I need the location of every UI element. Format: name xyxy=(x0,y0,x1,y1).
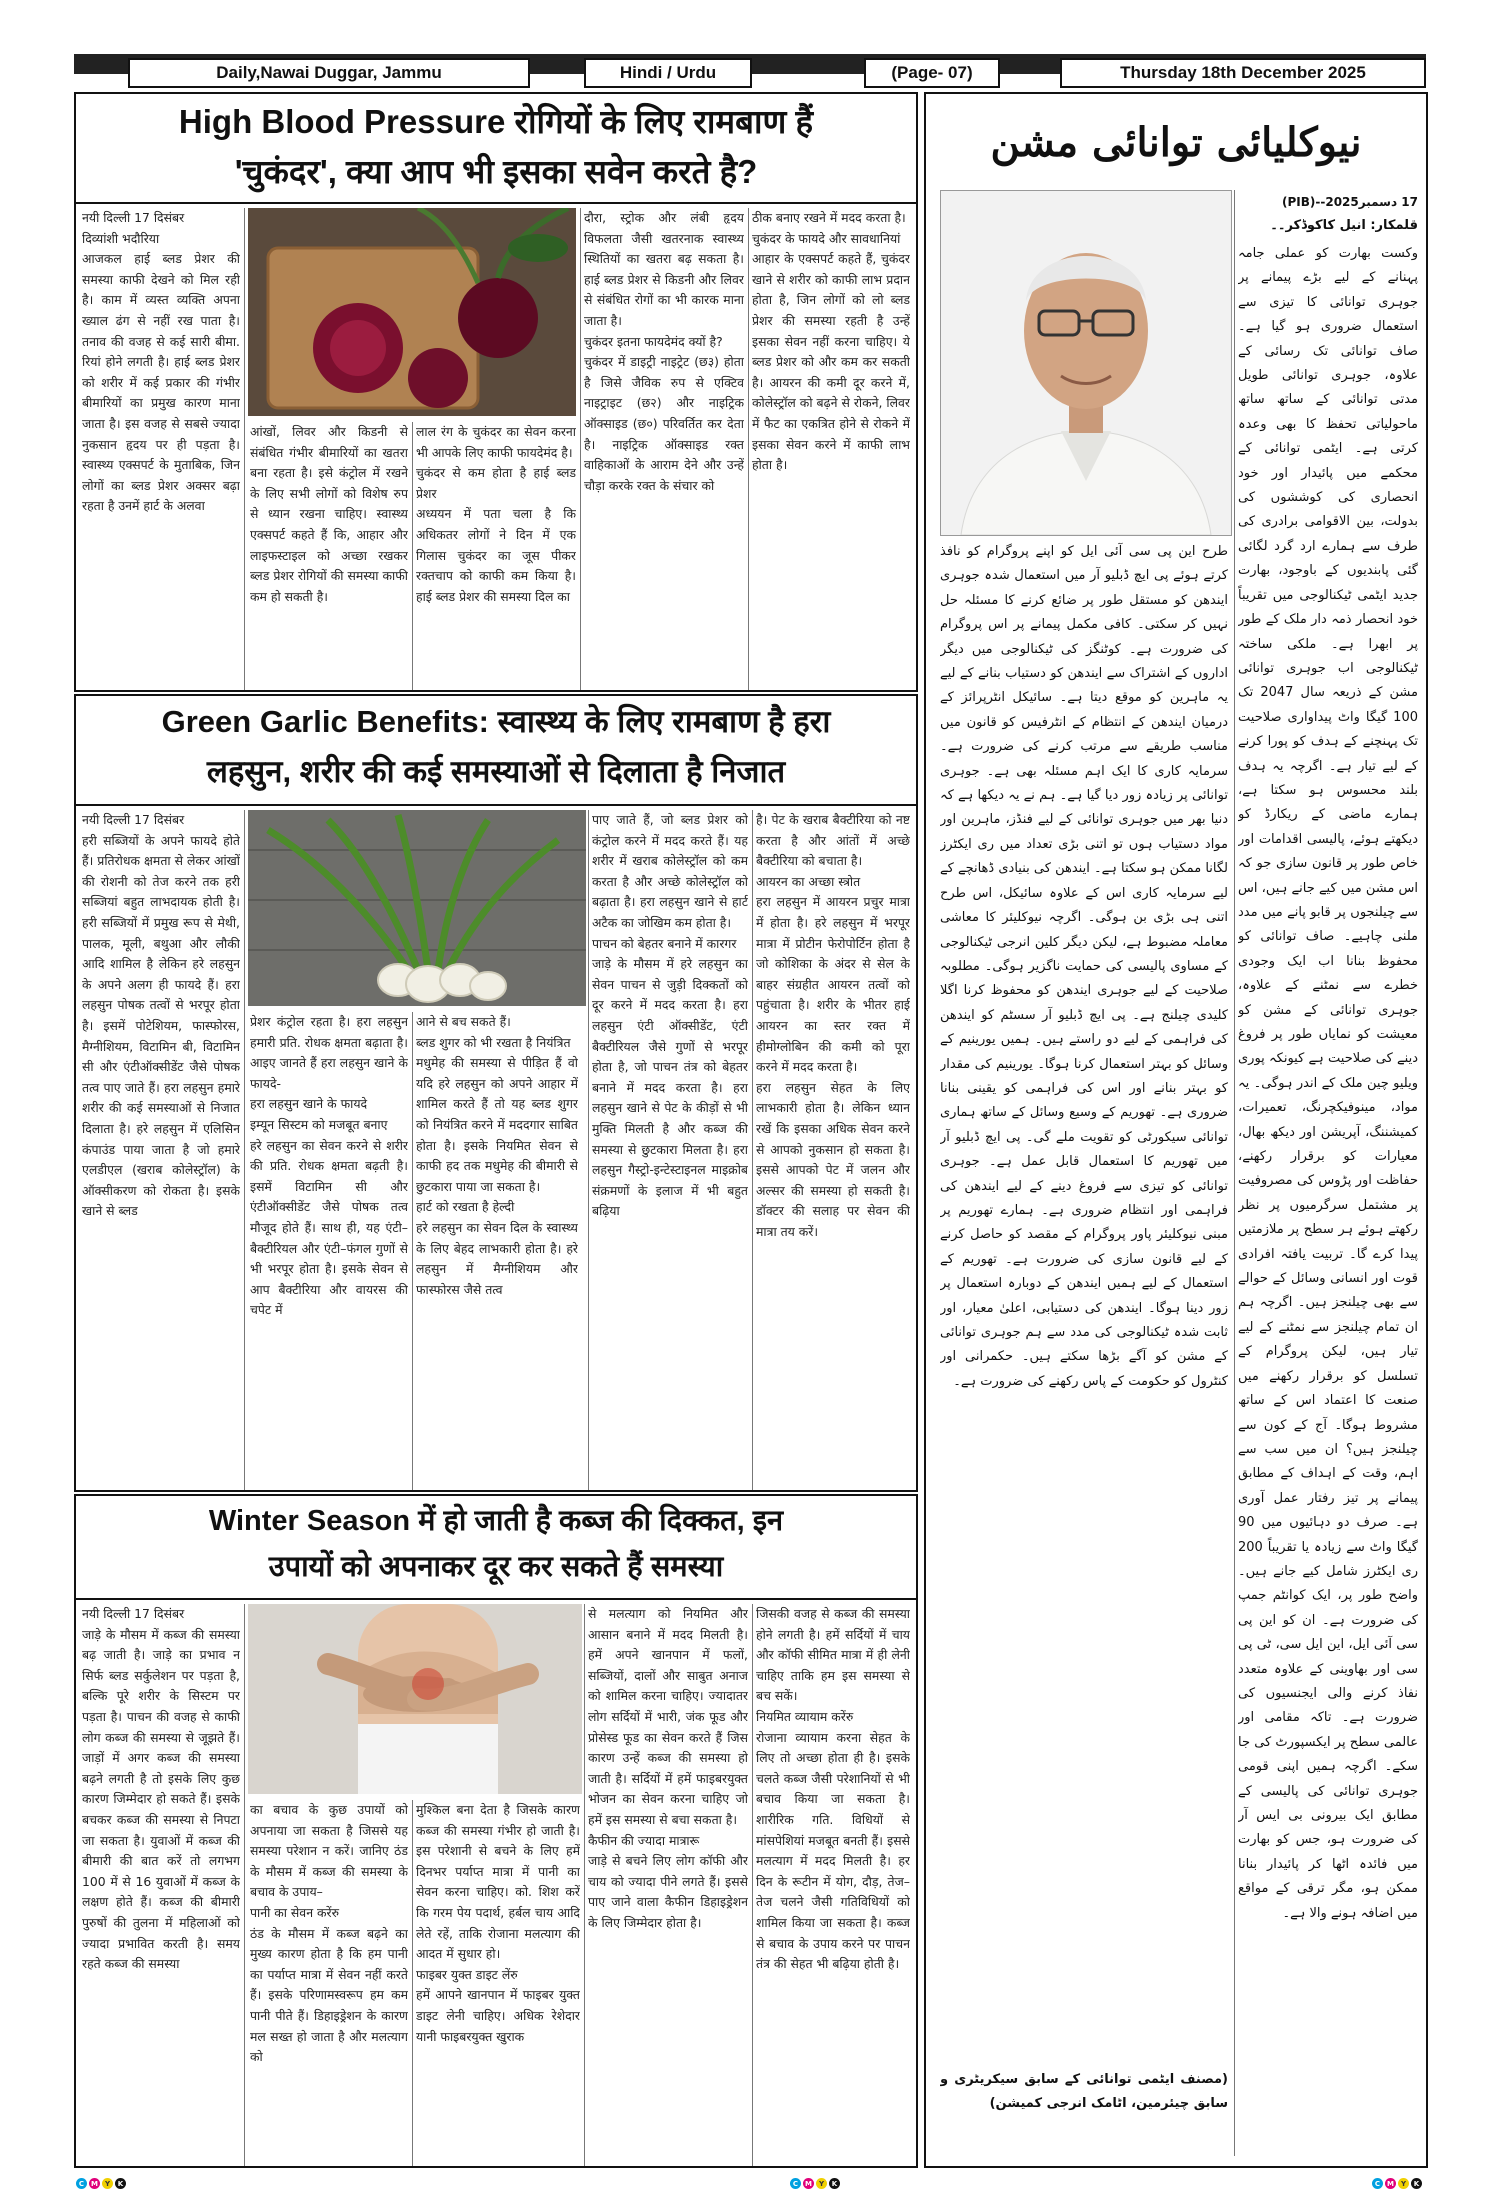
paper-name: Daily,Nawai Duggar, Jammu xyxy=(128,58,530,88)
article2-col-4: पाए जाते हैं, जो ब्लड प्रेशर को कंट्रोल करने में मदद करते हैं। यह शरीर में खराब कोलेस्ट्रॉल को कम करता है और अच्छे कोलेस्ट्रॉल को बढ़ाता है। हरा लहसुन खाने से हार्ट अटैक का जोखिम कम होता है। पाचन को बेहतर बनाने में कारगर जाड़े के मौसम में हरे लहसुन का सेवन पाचन से जुड़ी दिक्कतों को दूर करने में मदद करता है। हरा लहसुन एंटी ऑक्सीडेंट, एंटी बैक्टीरियल जैसे गुणों से भरपूर होता है, जो पाचन तंत्र को बेहतर बनाने में मदद करता है। हरा लहसुन खाने से पेट के कीड़ों से भी मुक्ति मिलती है और कब्ज की समस्या से छुटकारा मिलता है। हरा लहसुन गैस्ट्रो-इन्टेस्टाइनल माइक्रोब संक्रमणों के इलाज में भी बहुत बढ़िया xyxy=(592,812,748,1219)
headline-line-2: उपायों को अपनाकर दूर कर सकते हैं समस्या xyxy=(268,1551,724,1583)
language-label: Hindi / Urdu xyxy=(584,58,752,88)
article1-col-2: आंखों, लिवर और किडनी से संबंधित गंभीर बीमारियों का खतरा बना रहता है। इसे कंट्रोल में रखने के लिए सभी लोगों को विशेष रुप से ध्यान रखना चाहिए। स्वास्थ्य एक्सपर्ट कहते हैं कि, आहार और लाइफस्टाइल को अच्छा रखकर ब्लड प्रेशर रोगियों की समस्या काफी कम हो सकती है। xyxy=(250,424,408,604)
article-beetroot xyxy=(74,92,918,692)
headline-line-1: Green Garlic Benefits: स्वास्थ्य के लिए रामबाण है हरा xyxy=(161,704,831,739)
article1-col-4: दौरा, स्ट्रोक और लंबी हृदय विफलता जैसी खतरनाक स्वास्थ्य स्थितियों का खतरा बढ़ सकता है। हाई ब्लड प्रेशर से किडनी और लिवर से संबंधित रोगों का भी कारक माना जाता है। चुकंदर इतना फायदेमंद क्यों है? चुकंदर में डाइट्री नाइट्रेट (छ३) होता है जिसे जैविक रुप से एक्टिव नाइट्राइट (छ२) और नाइट्रिक ऑक्साइड (छ०) परिवर्तित कर देता है। नाइट्रिक ऑक्साइड रक्त वाहिकाओं के आराम देने और उन्हें चौड़ा करके रक्त के संचार को xyxy=(584,210,744,493)
page-number: (Page- 07) xyxy=(864,58,1000,88)
article-constipation xyxy=(74,1494,918,2168)
urdu-left-column: طرح این پی سی آئی ایل کو اپنے پروگرام کو نافذ کرتے ہوئے پی ایچ ڈبلیو آر میں استعمال شدہ جوہری ایندھن کو مستقل طور پر ضائع کرنے کا مسئلہ حل نہیں کر سکتی۔ کافی مکمل پیمانے پر اس پروگرام کی ضرورت ہے۔ کوٹنگز کی ٹیکنالوجی میں دیگر اداروں کے اشتراک سے ایندھن کو دستیاب بنانے کے لیے یہ ماہرین کو موقع دیتا ہے۔ سائیکل انٹرپرائز کے درمیان ایندھن کے انتظام کے انٹرفیس کو قانون میں مناسب طریقے سے مرتب کرنے کی ضرورت ہے۔ سرمایہ کاری کا ایک اہم مسئلہ بھی ہے۔ جوہری توانائی پر زیادہ زور دیا گیا ہے۔ ہم نے یہ دیکھا ہے کہ دنیا بھر میں جوہری توانائی کے لیے فنڈز، ماہرین اور مواد دستیاب ہوں تو اتنی بڑی تعداد میں ری ایکٹرز لگانا ممکن ہو سکتا ہے۔ ایندھن کی بنیادی ڈھانچے کے لیے سرمایہ کاری اس کے علاوہ سائیکل، اس طرح اتنی ہی بڑی بن ہوگی۔ اگرچہ نیوکلیئر کا معاشی معاملہ مضبوط ہے، لیکن دیگر کلین انرجی ٹیکنالوجی کے مساوی پالیسی کی حمایت ناگزیر ہوگی۔ مطلوبہ صلاحیت کے لیے جوہری ایندھن کو محفوظ کرنا اگلا کلیدی چیلنج ہے۔ پی ایچ ڈبلیو آر سسٹم کو ایندھن کی فراہمی کے لیے دو راستے ہیں۔ ہمیں یورینیم کے وسائل کو بہتر استعمال کرنا ہوگا۔ یورینیم کی مقدار کو بہتر بنانے اور اس کی فراہمی کو یقینی بنانا ضروری ہے۔ تھوریم کے وسیع وسائل کے ساتھ ہماری توانائی سیکورٹی کو تقویت ملے گی۔ پی ایچ ڈبلیو آر میں تھوریم کا استعمال قابل عمل ہے۔ جوہری توانائی کو تیزی سے فروغ دینے کے لیے ایندھن کی فراہمی اور انتظام ضروری ہے۔ ہمارے تھوریم پر مبنی نیوکلیئر پاور پروگرام کے مقصد کو حاصل کرنے کے لیے قانون سازی کی ضرورت ہے۔ تھوریم کے استعمال کے لیے ہمیں ایندھن کے دوبارہ استعمال پر زور دینا ہوگا۔ ایندھن کی دستیابی، اعلیٰ معیار، اور ثابت شدہ ٹیکنالوجی کی مدد سے ہم جوہری توانائی کے مشن کو آگے بڑھا سکتے ہیں۔ حکمرانی اور کنٹرول کو حکومت کے پاس رکھنے کی ضرورت ہے۔ xyxy=(940,544,1228,1389)
headline-rule xyxy=(76,202,916,204)
article3-col-4: से मलत्याग को नियमित और आसान बनाने में मदद मिलती है। हमें अपने खानपान में फलों, सब्जियों, दालों और साबुत अनाज को शामिल करना चाहिए। ज्यादातर लोग सर्दियों में भारी, जंक फूड और प्रोसेस्ड फूड का सेवन करते हैं जिस कारण उन्हें कब्ज की समस्या हो जाती है। सर्दियों में हमें फाइबरयुक्त भोजन का सेवन करना चाहिए जो हमें इस समस्या से बचा सकता है। कैफीन की ज्यादा मात्रारू जाड़े से बचने लिए लोग कॉफी और चाय को ज्यादा पीने लगते हैं। इससे पाए जाने वाला कैफीन डिहाइड्रेशन के लिए जिम्मेदार होता है। xyxy=(588,1606,748,1930)
headline-rule xyxy=(76,804,916,806)
article1-col-5: ठीक बनाए रखने में मदद करता है। चुकंदर के फायदे और सावधानियां आहार के एक्सपर्ट कहते हैं, चुकंदर खाने से शरीर को काफी लाभ प्रदान होता है, जिन लोगों को लो ब्लड प्रेशर की समस्या रहती है उन्हें इसका सेवन नहीं करना चाहिए। ये ब्लड प्रेशर को और कम कर सकती है। आयरन की कमी दूर करने में, कोलेस्ट्रॉल को बढ़ने से रोकने, लिवर में फैट का एकत्रित होने से रोकने में इसका सेवन करने में काफी लाभ होता है। xyxy=(752,210,910,473)
article1-col-3: लाल रंग के चुकंदर का सेवन करना भी आपके लिए काफी फायदेमंद है। चुकंदर से कम होता है हाई ब्लड प्रेशर अध्ययन में पता चला है कि अधिकतर लोगों ने दिन में एक गिलास चुकंदर का जूस पीकर रक्तचाप को काफी कम किया है। हाई ब्लड प्रेशर की समस्या दिल का xyxy=(416,424,576,604)
article1-col-1: नयी दिल्ली 17 दिसंबर दिव्यांशी भदौरिया आजकल हाई ब्लड प्रेशर की समस्या काफी देखने को मिल रही है। काम में व्यस्त व्यक्ति अपना ख्याल ढंग से नहीं रख पाता है। तनाव की वजह से कई सारी बीमा. रियां होने लगती है। हाई ब्लड प्रेशर को शरीर में कई प्रकार की गंभीर बीमारियों का प्रमुख कारण माना जाता है। इस वजह से सबसे ज्यादा नुकसान हृदय पर ही पड़ता है। स्वास्थ्य एक्सपर्ट के मुताबिक, जिन लोगों का ब्लड प्रेशर अक्सर बढ़ा रहता है उनमें हार्ट के अलवा xyxy=(82,210,240,514)
stomach-ache-photo xyxy=(248,1604,582,1794)
headline-line-1: High Blood Pressure रोगियों के लिए रामबाण हैं xyxy=(178,103,814,140)
article2-col-5: है। पेट के खराब बैक्टीरिया को नष्ट करता है और आंतों में अच्छे बैक्टीरिया को बचाता है। आयरन का अच्छा स्त्रोत हरा लहसुन में आयरन प्रचुर मात्रा में होता है। हरे लहसुन में भरपूर मात्रा में प्रोटीन फेरोपोर्टिन होता है जो कोशिका के अंदर से सेल के बाहर संग्रहीत आयरन तत्वों को पहुंचाता है। शरीर के भीतर हाई आयरन का स्तर रक्त में हीमोग्लोबिन की कमी को पूरा करने में मदद करता है। हरा लहसुन सेहत के लिए लाभकारी होता है। लेकिन ध्यान रखें कि इसका अधिक सेवन करने से आपको नुकसान हो सकता है। इससे आपको पेट में जलन और अल्सर की समस्या हो सकती है। डॉक्टर की सलाह पर सेवन की मात्रा तय करें। xyxy=(756,812,910,1239)
article-green-garlic xyxy=(74,694,918,1492)
headline-line-1: Winter Season में हो जाती है कब्ज की दिक्कत, इन xyxy=(208,1505,784,1537)
article2-col-2: प्रेशर कंट्रोल रहता है। हरा लहसुन हमारी प्रति. रोधक क्षमता बढ़ाता है। आइए जानते हैं हरा लहसुन खाने के फायदे- हरा लहसुन खाने के फायदे इम्यून सिस्टम को मजबूत बनाए हरे लहसुन का सेवन करने से शरीर की प्रति. रोधक क्षमता बढ़ती है। इसमें विटामिन सी और एंटीऑक्सीडेंट जैसे पोषक तत्व मौजूद होते हैं। साथ ही, यह एंटी–बैक्टीरियल और एंटी–फंगल गुणों से भी भरपूर होता है। इसके सेवन से आप बैक्टीरिया और वायरस की चपेट में xyxy=(250,1014,408,1318)
article3-col-2: का बचाव के कुछ उपायों को अपनाया जा सकता है जिससे यह समस्या परेशान न करें। जानिए ठंड के मौसम में कब्ज की समस्या के बचाव के उपाय– पानी का सेवन करेंरु ठंड के मौसम में कब्ज बढ़ने का मुख्य कारण होता है कि हम पानी का पर्याप्त मात्रा में सेवन नहीं करते हैं। इसके परिणामस्वरूप हम कम पानी पीते हैं। डिहाइड्रेशन के कारण मल सख्त हो जाता है और मलत्याग को xyxy=(250,1802,408,2065)
author-portrait-photo xyxy=(940,190,1232,536)
headline-line-2: लहसुन, शरीर की कई समस्याओं से दिलाता है निजात xyxy=(206,754,786,789)
article2-col-3: आने से बच सकते हैं। ब्लड शुगर को भी रखता है नियंत्रित मधुमेह की समस्या से पीड़ित हैं वो यदि हरे लहसुन को अपने आहार में शामिल करते हैं तो यह ब्लड शुगर को नियंत्रित करने में मददगार साबित होता है। इसके नियमित सेवन से काफी हद तक मधुमेह की बीमारी से छुटकारा पाया जा सकता है। हार्ट को रखता है हेल्दी हरे लहसुन का सेवन दिल के स्वास्थ्य के लिए बेहद लाभकारी होता है। हरे लहसुन में मैग्नीशियम और फास्फोरस जैसे तत्व xyxy=(416,1014,578,1297)
cmyk-mark-right: C M Y K xyxy=(1372,2178,1422,2189)
urdu-headline: نیوکلیائی توانائی مشن xyxy=(990,119,1362,166)
urdu-right-column: وکست بھارت کو عملی جامہ پہنانے کے لیے بڑے پیمانے پر جوہری توانائی کا تیزی سے استعمال ضروری ہو گیا ہے۔ صاف توانائی تک رسائی کے علاوہ، جوہری توانائی طویل مدتی توانائی کے ساتھ ساتھ ماحولیاتی تحفظ کا بھی وعدہ کرتی ہے۔ ایٹمی توانائی کے محکمے میں پائیدار اور خود انحصاری کی کوششوں کی بدولت، بین الاقوامی برادری کی طرف سے ہمارے ارد گرد لگائی گئی پابندیوں کے باوجود، بھارت جدید ایٹمی ٹیکنالوجی میں تقریباً خود انحصار ذمہ دار ملک کے طور پر ابھرا ہے۔ ملکی ساختہ ٹیکنالوجی اب جوہری توانائی مشن کے ذریعہ سال 2047 تک 100 گیگا واٹ پیداواری صلاحیت تک پہنچنے کے ہدف کو پورا کرنے کے لیے تیار ہے۔ اگرچہ یہ ہدف بلند محسوس ہو سکتا ہے، ہمارے ماضی کے ریکارڈ کو دیکھتے ہوئے، پالیسی اقدامات اور خاص طور پر قانون سازی جو کہ اس مشن میں کیے جانے ہیں، اس سے چیلنجوں پر قابو پانے میں مدد ملنی چاہیے۔ صاف توانائی کو محفوظ بنانا اب ایک وجودی خطرے سے نمٹنے کے علاوہ، جوہری توانائی کے مشن کو معیشت کو نمایاں طور پر فروغ دینے کی صلاحیت ہے کیونکہ پوری ویلیو چین ملک کے اندر ہوگی۔ یہ مواد، مینوفیکچرنگ، تعمیرات، کمیشننگ، آپریشن اور دیکھ بھال، معیارات کو برقرار رکھنے، حفاظت اور پڑوس کی مصروفیت پر مشتمل سرگرمیوں پر نظر رکھتے ہوئے ہر سطح پر ملازمتیں پیدا کرے گا۔ تربیت یافتہ افرادی قوت اور انسانی وسائل کے حوالے سے بھی چیلنجز ہیں۔ اگرچہ ہم ان تمام چیلنجز سے نمٹنے کے لیے تیار ہیں، لیکن پروگرام کے تسلسل کو برقرار رکھنے میں صنعت کا اعتماد اس کے ساتھ مشروط ہوگا۔ آج کے کون سے چیلنجز ہیں؟ ان میں سب سے اہم، وقت کے اہداف کے مطابق پیمانے پر تیز رفتار عمل آوری ہے۔ صرف دو دہائیوں میں 90 گیگا واٹ سے زیادہ یا تقریباً 200 ری ایکٹرز شامل کیے جانے ہیں۔ واضح طور پر، ایک کوانٹم جمپ کی ضرورت ہے۔ ان کو این پی سی آئی ایل، این ایل سی، ٹی پی سی اور بھاوینی کے علاوہ متعدد نفاذ کرنے والی ایجنسیوں کی ضرورت ہے۔ تاکہ مقامی اور عالمی سطح پر ایکسپورٹ کی جا سکے۔ اگرچہ ہمیں اپنی قومی جوہری توانائی کی پالیسی کے مطابق ایک بیرونی بی ایس آر کی ضرورت ہو، جس کو بھارت میں فائدہ اٹھا کر پائیدار بنانا ممکن ہو، مگر ترقی کے مواقع میں اضافہ ہونے والا ہے۔ xyxy=(1238,246,1418,1921)
beetroot-photo xyxy=(248,208,576,416)
headline-rule xyxy=(76,1598,916,1600)
article2-col-1: नयी दिल्ली 17 दिसंबर हरी सब्जियों के अपने फायदे होते हैं। प्रतिरोधक क्षमता से लेकर आंखों की रोशनी को तेज करने तक हरी सब्जियां बहुत लाभदायक होती है। हरी सब्जियों में प्रमुख रूप से मेथी, पालक, मूली, बथुआ और लौकी आदि शामिल है लेकिन हरे लहसुन के अपने अलग ही फायदे हैं। हरा लहसुन पोषक तत्वों से भरपूर होता है। इसमें पोटेशियम, फास्फोरस, मैग्नीशियम, विटामिन बी, विटामिन सी और एंटीऑक्सीडेंट जैसे पोषक तत्व पाए जाते हैं। हरा लहसुन हमारे शरीर की कई समस्याओं से निजात दिलाता है। हरे लहसुन में एलिसिन कंपाउंड पाया जाता है जो हमारे एलडीएल (खराब कोलेस्ट्रॉल) के ऑक्सीकरण को रोकता है। इसके खाने से ब्लड xyxy=(82,812,240,1219)
article3-col-5: जिसकी वजह से कब्ज की समस्या होने लगती है। हमें सर्दियों में चाय और कॉफी सीमित मात्रा में ही लेनी चाहिए ताकि हम इस समस्या से बच सकें। नियमित व्यायाम करेंरु रोजाना व्यायाम करना सेहत के लिए तो अच्छा होता ही है। इसके चलते कब्ज जैसी परेशानियों से भी बचाव किया जा सकता है। शारीरिक गति. विधियों से मांसपेशियां मजबूत बनती हैं। इससे मलत्याग में मदद मिलती है। हर दिन के रूटीन में योग, दौड़, तेज–तेज चलने जैसी गतिविधियों को शामिल किया जा सकता है। कब्ज से बचाव के उपाय करने पर पाचन तंत्र की सेहत भी बढ़िया होती है। xyxy=(756,1606,910,1972)
article3-col-1: नयी दिल्ली 17 दिसंबर जाड़े के मौसम में कब्ज की समस्या बढ़ जाती है। जाड़े का प्रभाव न सिर्फ ब्लड सर्कुलेशन पर पड़ता है, बल्कि पूरे शरीर के सिस्टम पर पड़ता है। पाचन की वजह से काफी लोग कब्ज की समस्या से जूझते हैं। जाड़ों में अगर कब्ज की समस्या बढ़ने लगती है तो इसके लिए कुछ कारण जिम्मेदार हो सकते हैं। इसके बचकर कब्ज की समस्या से निपटा जा सकता है। युवाओं में कब्ज की बीमारी की बात करें तो लगभग 100 में से 16 युवाओं में कब्ज के लक्षण होते हैं। कब्ज की बीमारी पुरुषों की तुलना में महिलाओं को ज्यादा प्रभावित करती है। समय रहते कब्ज की समस्या xyxy=(82,1606,240,1972)
urdu-dateline: 17 دسمبر2025--(PIB) xyxy=(1282,195,1418,209)
urdu-signature: (مصنف ایٹمی توانائی کے سابق سیکریٹری و سابق چیئرمین، اٹامک انرجی کمیشن) xyxy=(940,2072,1228,2112)
cmyk-mark-center: C M Y K xyxy=(790,2178,840,2189)
urdu-byline: قلمکار: انیل کاکوڈکر۔۔ xyxy=(1270,218,1418,233)
article3-col-3: मुश्किल बना देता है जिसके कारण कब्ज की समस्या गंभीर हो जाती है। इस परेशानी से बचने के लिए हमें दिनभर पर्याप्त मात्रा में पानी का सेवन करना चाहिए। को. शिश करें कि गरम पेय पदार्थ, हर्बल चाय आदि लेते रहें, ताकि रोजाना मलत्याग की आदत में सुधार हो। फाइबर युक्त डाइट लेंरु हमें आपने खानपान में फाइबर युक्त डाइट लेनी चाहिए। अधिक रेशेदार यानी फाइबरयुक्त खुराक xyxy=(416,1802,580,2044)
article-nuclear-mission xyxy=(924,92,1428,2168)
cmyk-mark-left: C M Y K xyxy=(76,2178,126,2189)
green-garlic-photo xyxy=(248,810,586,1006)
headline-line-2: 'चुकंदर', क्या आप भी इसका सवेन करते है? xyxy=(234,153,758,190)
issue-date: Thursday 18th December 2025 xyxy=(1060,58,1426,88)
